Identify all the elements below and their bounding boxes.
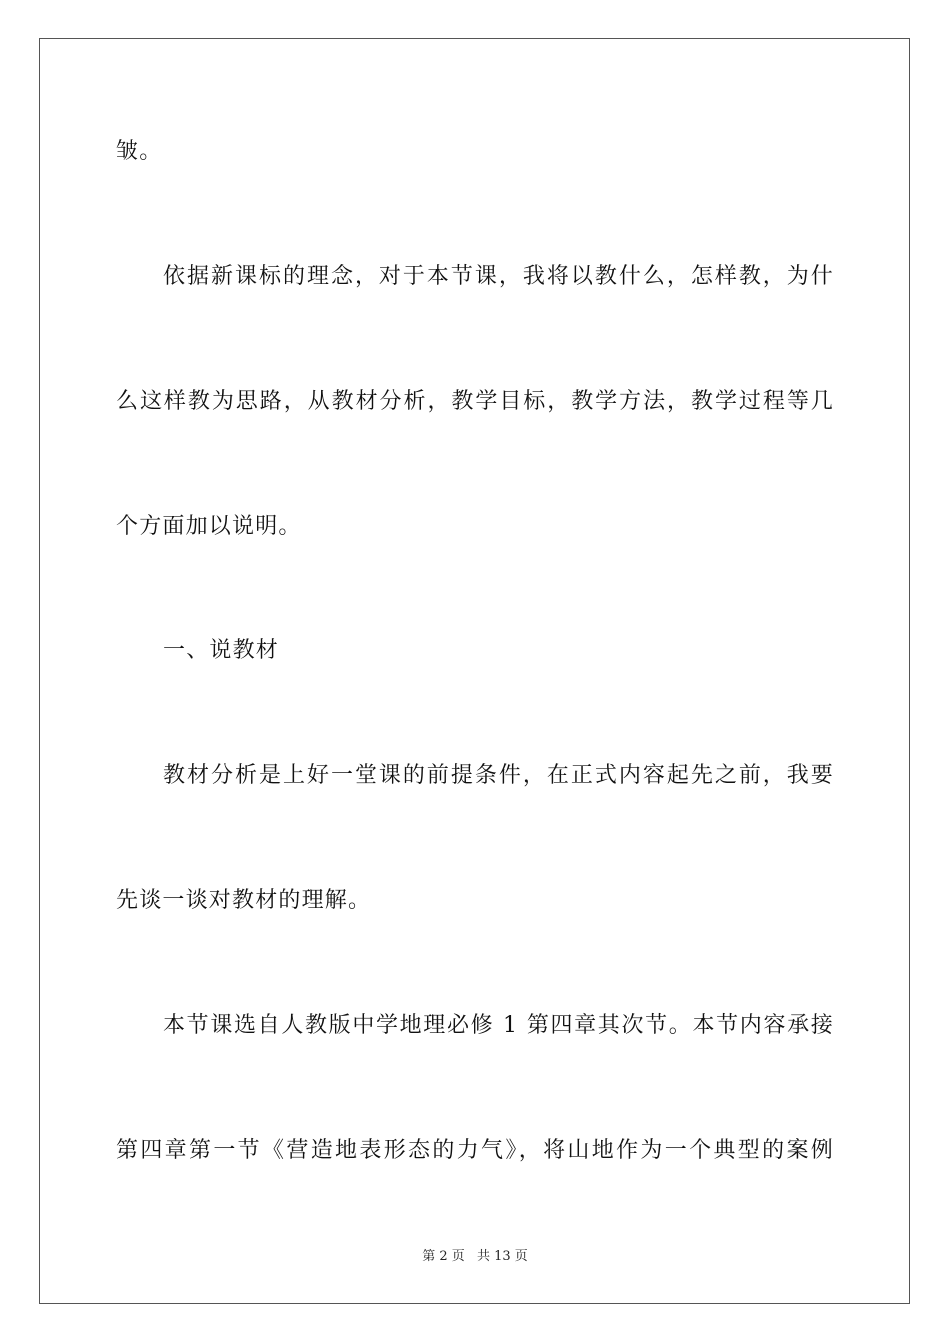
paragraph-1-line-2: 么这样教为思路，从教材分析，教学目标，教学方法，教学过程等几 [116,389,834,414]
paragraph-3-line-1: 本节课选自人教版中学地理必修 1 第四章其次节。本节内容承接 [163,1013,834,1038]
paragraph-2-line-1: 教材分析是上好一堂课的前提条件，在正式内容起先之前，我要 [163,763,834,788]
paragraph-3-line-2: 第四章第一节《营造地表形态的力气》，将山地作为一个典型的案例 [116,1138,834,1163]
page-footer [0,1248,950,1266]
page-number: 第 2 页 [422,1249,465,1264]
page-total: 共 13 页 [476,1249,528,1264]
page-border [39,38,910,1304]
text-line-1: 皱。 [116,139,163,164]
paragraph-1-line-3: 个方面加以说明。 [116,514,302,539]
paragraph-2-line-2: 先谈一谈对教材的理解。 [116,888,372,913]
section-heading: 一、说教材 [163,638,280,663]
paragraph-1-line-1: 依据新课标的理念，对于本节课，我将以教什么，怎样教，为什 [163,264,834,289]
